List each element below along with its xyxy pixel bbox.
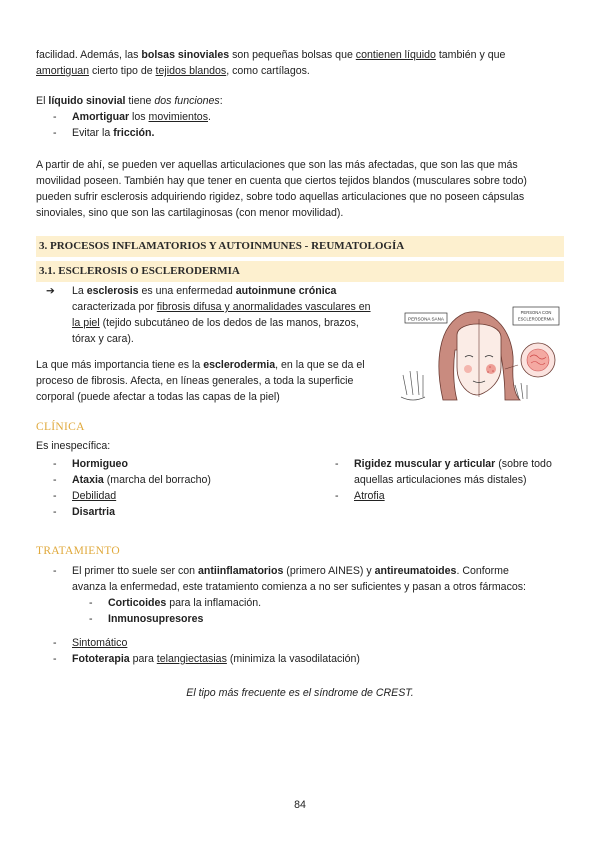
clinica-right-list: [318, 457, 568, 505]
intro-paragraph: facilidad. Además, las bolsas sinoviales son pequeñas bolsas que contienen líquido también y que amortiguan cierto tipo de tejidos blandos, como cartílagos.: [36, 49, 506, 77]
label-persona-con: PERSONA CON: [520, 310, 552, 315]
list-item: - El primer tto suele ser con antiinflamatorios (primero AINES) y antireumatoides. Conforme avanza la enfermedad, este tratamiento comienza a no ser suficientes y pasan a otros fármacos:: [36, 564, 564, 596]
clinica-heading: CLÍNICA: [36, 421, 85, 433]
clinica-left-list: [36, 457, 326, 521]
funciones-list: [36, 110, 564, 142]
list-item: - Evitar la fricción.: [36, 126, 564, 142]
list-item: - Amortiguar los movimientos.: [36, 110, 564, 126]
list-item: - Ataxia (marcha del borracho): [36, 473, 326, 489]
list-item: - Corticoides para la inflamación.: [36, 596, 564, 612]
crest-note: El tipo más frecuente es el síndrome de CREST.: [186, 687, 414, 699]
list-item: - Rigidez muscular y articular (sobre todo aquellas articulaciones más distales): [318, 457, 568, 489]
list-item: - Fototerapia para telangiectasias (minimiza la vasodilatación): [36, 652, 564, 668]
esclerodermia-illustration: [365, 305, 565, 405]
arrow-icon: ➔: [46, 285, 55, 297]
tratamiento-list-2: [36, 636, 564, 668]
farmacos-list: [36, 596, 564, 628]
articulaciones-paragraph: A partir de ahí, se pueden ver aquellas articulaciones que son las más afectadas, que son las que más movilidad poseen. También hay que tener en cuenta que ciertos tejidos blandos (musculares sobre todo) pueden sufrir esclerosis adquiriendo rigidez, sobre todo aquellas articulaciones que no poseen cápsulas sinoviales, sino que son las cartilaginosas (con menor movilidad).: [36, 159, 527, 219]
tratamiento-heading: TRATAMIENTO: [36, 545, 120, 557]
section-heading-3-1: 3.1. ESCLEROSIS O ESCLERODERMIA: [36, 261, 564, 282]
list-item: - Inmunosupresores: [36, 612, 564, 628]
tratamiento-list: [36, 564, 564, 628]
esclerodermia-paragraph: La que más importancia tiene es la esclerodermia, en la que se da el proceso de fibrosis. Afecta, en líneas generales, a toda la superficie corporal (puede afectar a todas las capas de la piel): [36, 359, 365, 403]
section-heading-3: 3. PROCESOS INFLAMATORIOS Y AUTOINMUNES - REUMATOLOGÍA: [36, 236, 564, 257]
esclerosis-paragraph: ➔ La esclerosis es una enfermedad autoinmune crónica caracterizada por fibrosis difusa y anormalidades vasculares en la piel (tejido subcutáneo de los dedos de las manos, brazos, tórax y cara).: [46, 285, 371, 345]
list-item: - Sintomático: [36, 636, 564, 652]
label-esclerodermia: ESCLERODERMIA: [517, 316, 555, 322]
label-persona-sana: PERSONA SANA: [408, 316, 444, 322]
list-item: - Hormigueo: [36, 457, 326, 473]
liquido-sinovial-section: El líquido sinovial tiene dos funciones: - Amortiguar los movimientos. - Evitar la fricción.: [36, 94, 564, 142]
clinica-intro: Es inespecífica:: [36, 440, 111, 452]
face-drawing: [365, 305, 565, 405]
list-item: - Atrofia: [318, 489, 568, 505]
page-number: 84: [294, 799, 306, 811]
list-item: - Disartria: [36, 505, 326, 521]
list-item: - Debilidad: [36, 489, 326, 505]
